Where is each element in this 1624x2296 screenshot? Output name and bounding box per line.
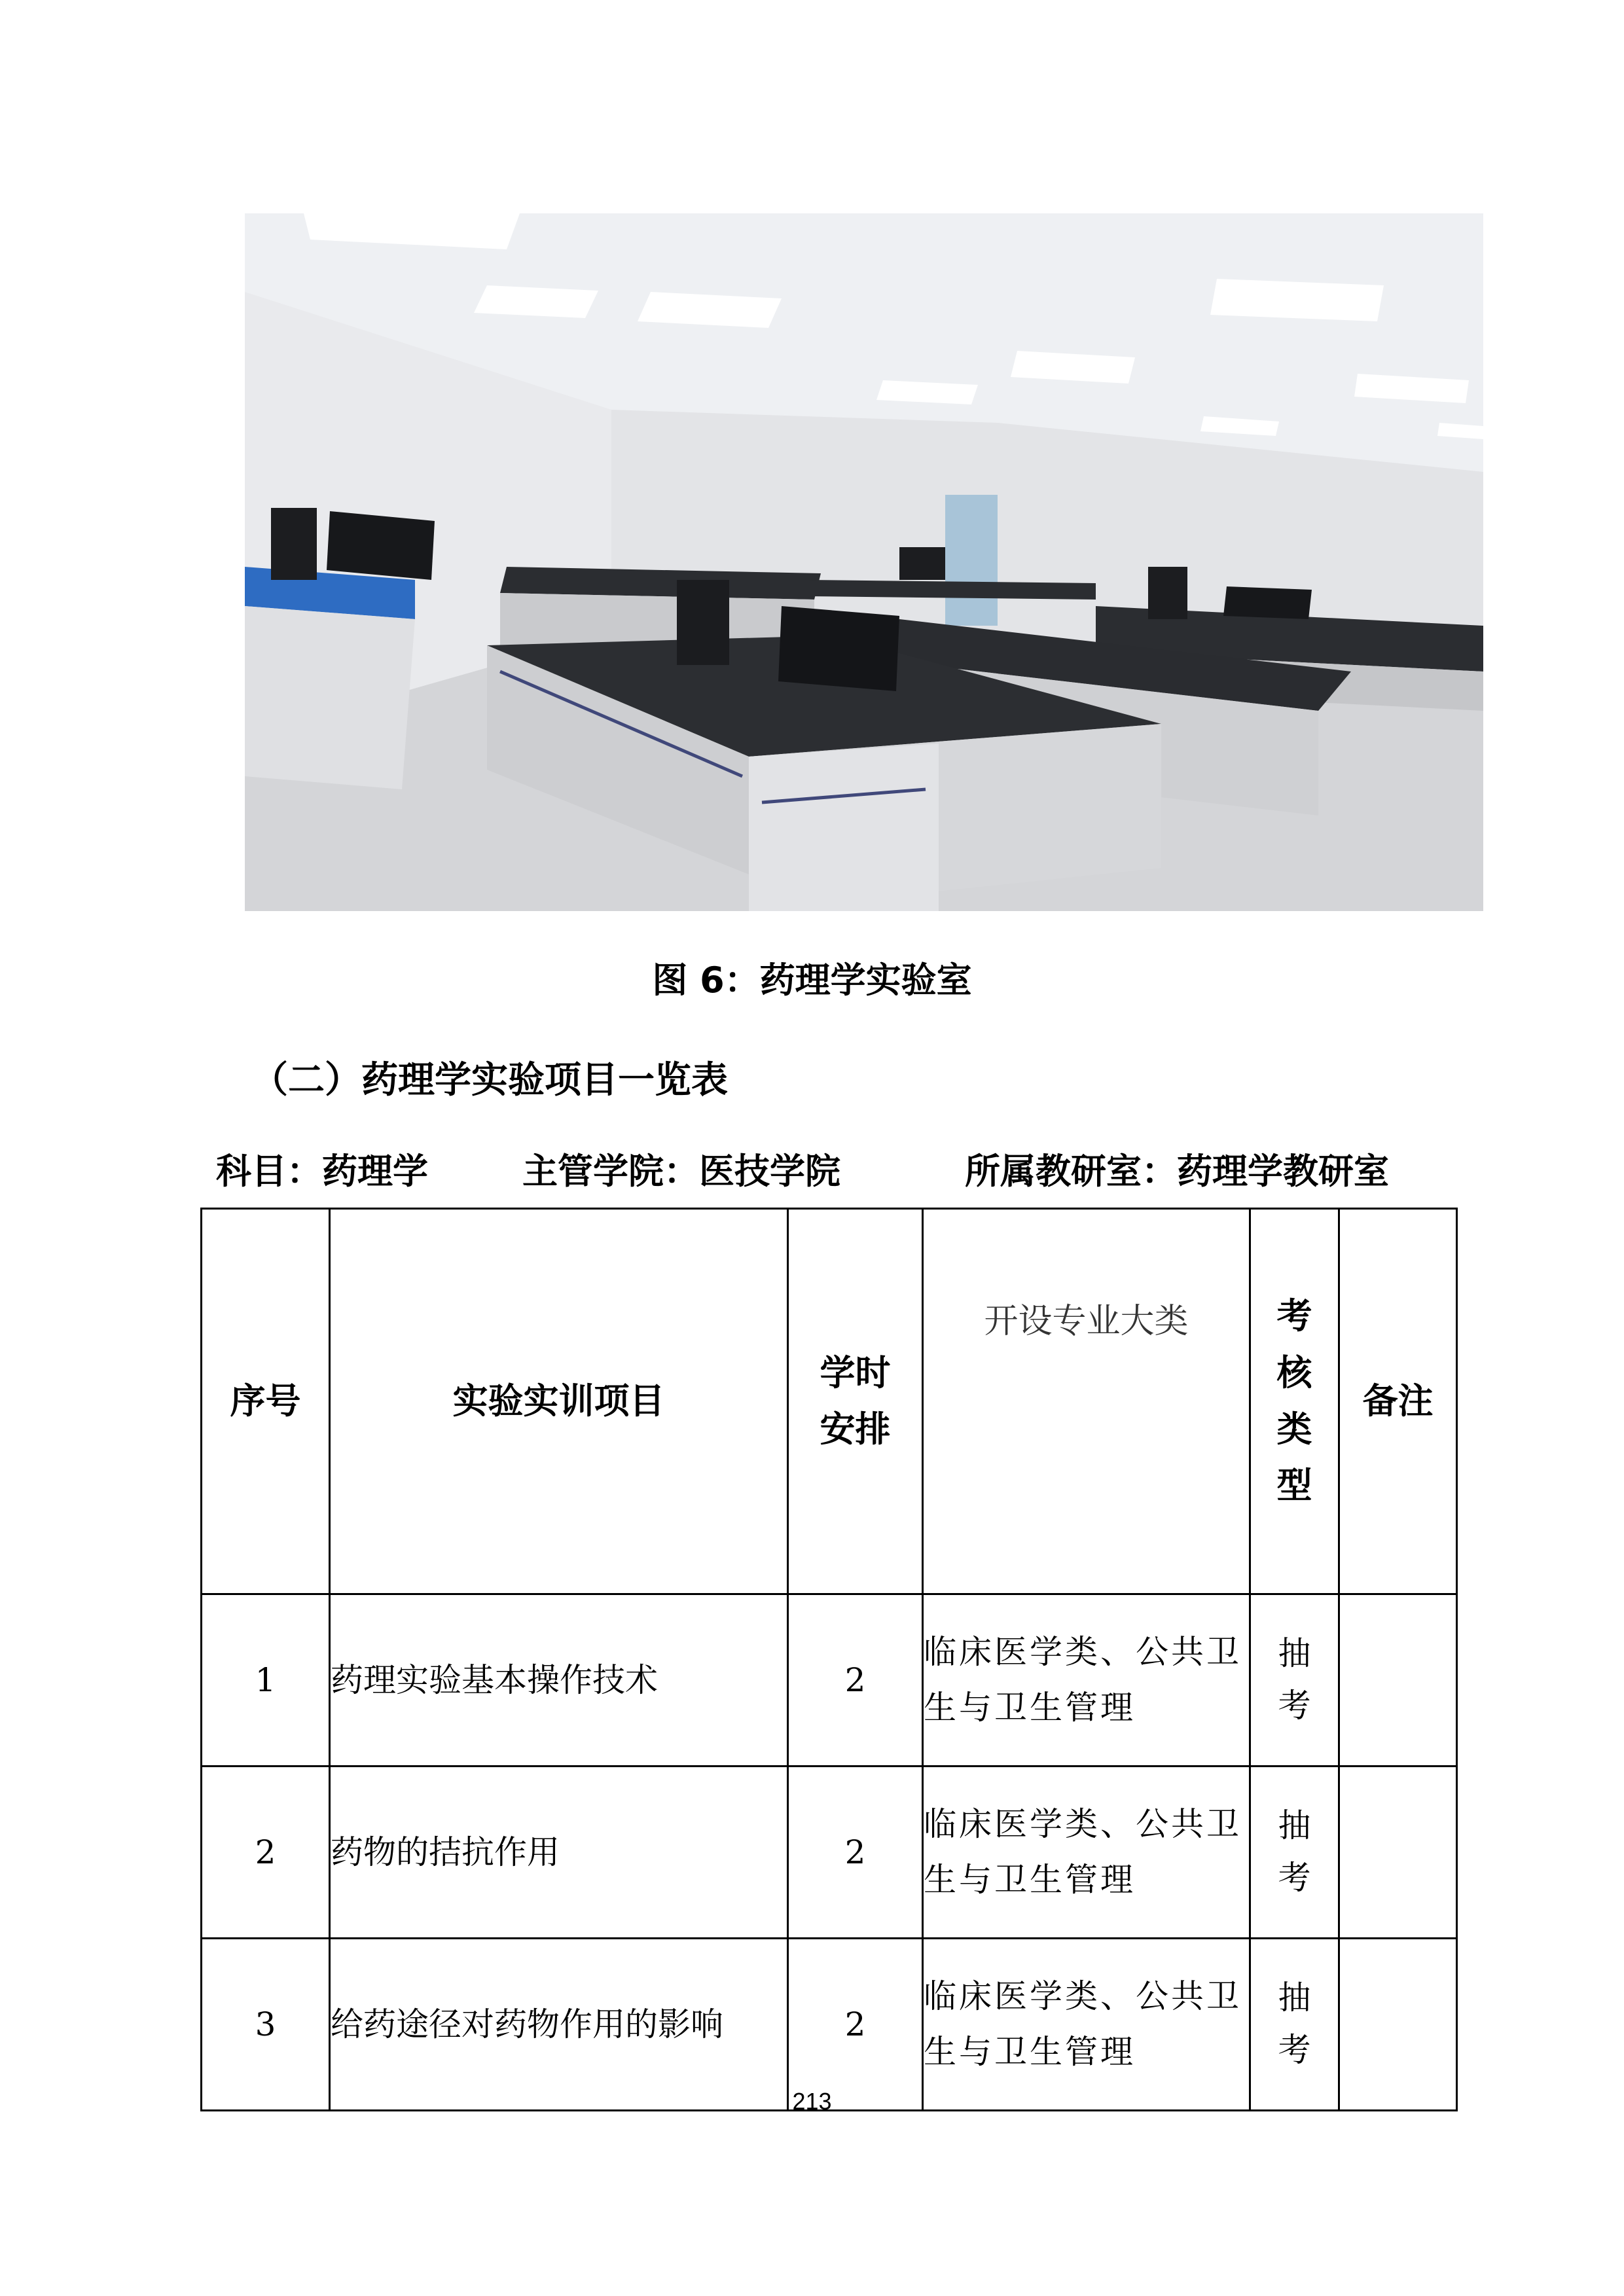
row-exam: 抽考 bbox=[1250, 1939, 1339, 2111]
row-project: 药物的拮抗作用 bbox=[330, 1767, 788, 1939]
row-major: 临床医学类、公共卫生与卫生管理 bbox=[923, 1594, 1250, 1767]
section-heading: （二）药理学实验项目一览表 bbox=[251, 1059, 728, 1102]
table-row bbox=[202, 1939, 1457, 2111]
header-no: 序号 bbox=[202, 1209, 330, 1594]
row-hours: 2 bbox=[788, 1767, 923, 1939]
row-note bbox=[1339, 1594, 1457, 1767]
table-header-row bbox=[202, 1209, 1457, 1594]
row-no: 1 bbox=[202, 1594, 330, 1767]
row-no: 2 bbox=[202, 1767, 330, 1939]
row-exam: 抽考 bbox=[1250, 1594, 1339, 1767]
subject-label: 科目：药理学 bbox=[216, 1151, 428, 1192]
row-note bbox=[1339, 1939, 1457, 2111]
college-label: 主管学院：医技学院 bbox=[522, 1151, 840, 1192]
header-hours: 学时安排 bbox=[788, 1209, 923, 1594]
row-project: 药理实验基本操作技术 bbox=[330, 1594, 788, 1767]
header-major: 开设专业大类 bbox=[923, 1209, 1250, 1594]
office-label: 所属教研室：药理学教研室 bbox=[965, 1151, 1389, 1192]
experiment-table bbox=[200, 1208, 1458, 2111]
row-hours: 2 bbox=[788, 1594, 923, 1767]
row-no: 3 bbox=[202, 1939, 330, 2111]
row-exam: 抽考 bbox=[1250, 1767, 1339, 1939]
figure-caption: 图 6：药理学实验室 bbox=[652, 960, 972, 1001]
header-note: 备注 bbox=[1339, 1209, 1457, 1594]
row-major: 临床医学类、公共卫生与卫生管理 bbox=[923, 1939, 1250, 2111]
header-project: 实验实训项目 bbox=[330, 1209, 788, 1594]
row-hours: 2 bbox=[788, 1939, 923, 2111]
row-note bbox=[1339, 1767, 1457, 1939]
row-major: 临床医学类、公共卫生与卫生管理 bbox=[923, 1767, 1250, 1939]
lab-room-photo bbox=[245, 213, 1483, 911]
table-row bbox=[202, 1767, 1457, 1939]
table-row bbox=[202, 1594, 1457, 1767]
row-project: 给药途径对药物作用的影响 bbox=[330, 1939, 788, 2111]
header-exam: 考核类型 bbox=[1250, 1209, 1339, 1594]
page-number: 213 bbox=[792, 2088, 832, 2115]
